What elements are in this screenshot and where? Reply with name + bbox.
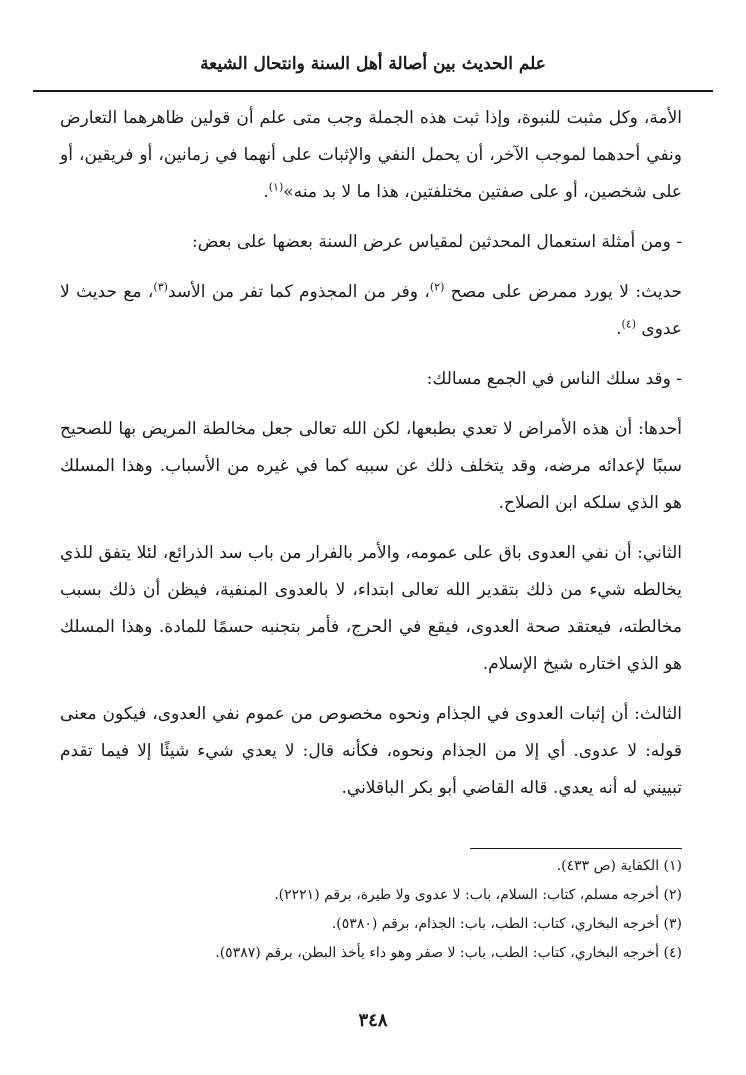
running-head: علم الحديث بين أصالة أهل السنة وانتحال الشيعة [200,54,546,74]
footnote-4: (٤) أخرجه البخاري، كتاب: الطب، باب: لا صفر وهو داء يأخذ البطن، برقم (٥٣٨٧). [215,945,682,961]
paragraph-examples-intro: - ومن أمثلة استعمال المحدثين لمقياس عرض السنة بعضها على بعض: [191,232,682,252]
footnote-3: (٣) أخرجه البخاري، كتاب: الطب، باب: الجذام، برقم (٥٣٨٠). [331,916,682,932]
footnotes [60,852,682,968]
footnote-rule [470,848,682,849]
paragraph-hadith [60,274,682,348]
main-text [60,100,682,820]
footnote-ref-1: (١) [268,180,284,194]
paragraph-end: . [263,182,269,202]
header-rule [33,90,713,92]
footnote-2: (٢) أخرجه مسلم، كتاب: السلام، باب: لا عدوى ولا طيرة، برقم (٢٢٢١). [274,887,682,903]
footnote-ref-2: (٢) [429,280,445,294]
footnote-1: (١) الكفاية (ص ٤٣٣). [556,858,682,874]
footnote-ref-3: (٣) [153,280,168,294]
paragraph-method-1: أحدها: أن هذه الأمراض لا تعدي بطبعها، لكن الله تعالى جعل مخالطة المريض بها للصحيح سببًا لإعدائه مرضه، وقد يتخلف ذلك عن سببه كما في غيره من الأسباب. وهذا المسلك هو الذي سلكه ابن الصلاح. [60,419,682,513]
hadith-part-b: ، وفر من المجذوم كما تفر من الأسد [167,282,430,302]
hadith-part-c: ، مع حديث لا عدوى [60,282,682,339]
page-number: ٣٤٨ [358,1010,388,1031]
paragraph-method-2: الثاني: أن نفي العدوى باق على عمومه، والأمر بالفرار من باب سد الذرائع، لئلا يتفق للذي يخالطه شيء من ذلك بتقدير الله تعالى ابتداء، لا بالعدوى المنفية، فيظن أن ذلك بسبب مخالطته، فيعتقد صحة العدوى، فيقع في الحرج، فأمر بتجنبه حسمًا للمادة. وهذا المسلك هو الذي اختاره شيخ الإسلام. [60,543,682,674]
hadith-part-a: حديث: لا يورد ممرض على مصح [450,282,682,302]
footnote-ref-4: (٤) [621,317,636,331]
paragraph-method-3: الثالث: أن إثبات العدوى في الجذام ونحوه مخصوص من عموم نفي العدوى، فيكون معنى قوله: لا عدوى. أي إلا من الجذام ونحوه، فكأنه قال: لا يعدي شيء شيئًا إلا فيما تقدم تبييني له أنه يعدي. قاله القاضي أبو بكر الباقلاني. [60,704,682,798]
paragraph-text: الأمة، وكل مثبت للنبوة، وإذا ثبت هذه الجملة وجب متى علم أن قولين ظاهرهما التعارض ونفي أحدهما لموجب الآخر، أن يحمل النفي والإثبات على أنهما في زمانين، أو فريقين، أو على شخصين، أو على صفتين مختلفتين، هذا ما لا بد منه» [60,108,682,202]
paragraph-methods-intro: - وقد سلك الناس في الجمع مسالك: [426,369,682,389]
paragraph-continuation [60,100,682,211]
hadith-end: . [616,319,622,339]
